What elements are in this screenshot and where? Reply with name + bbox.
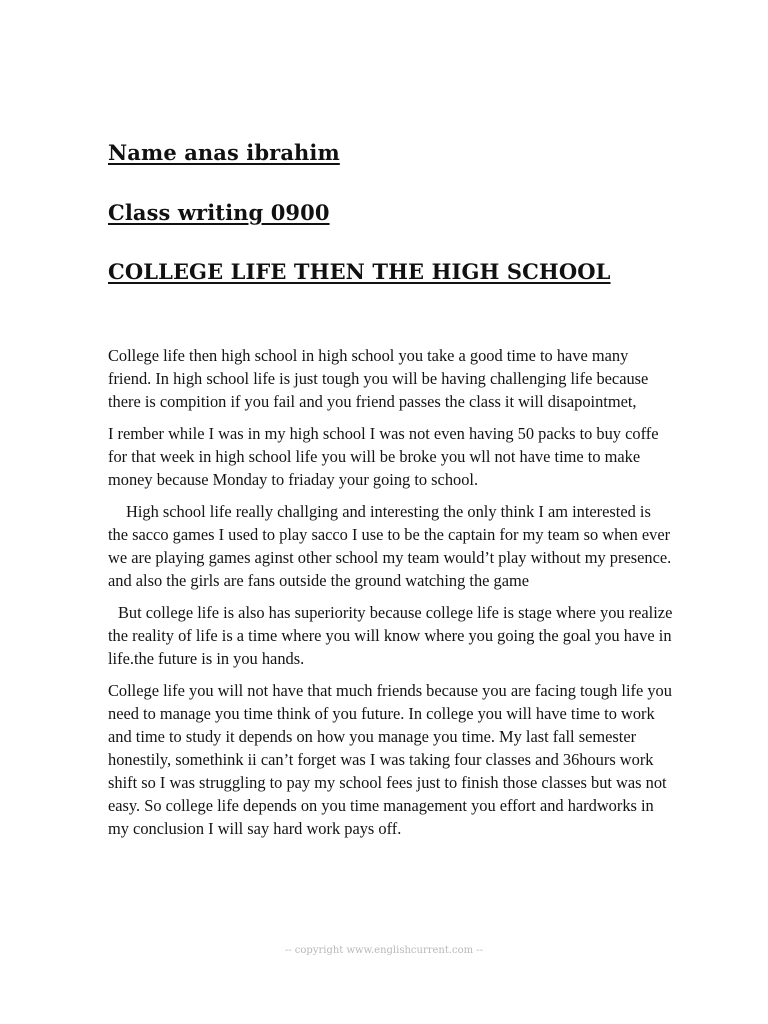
class-heading: Class writing 0900 bbox=[108, 200, 330, 225]
paragraph-1: College life then high school in high school you take a good time to have many friend. In high school life is just tough you will be having challenging life because there is compition if you fail and you friend passes the class it will disapointmet, bbox=[108, 346, 649, 411]
essay-body bbox=[108, 344, 673, 849]
name-heading: Name anas ibrahim bbox=[108, 140, 340, 165]
essay-title: COLLEGE LIFE THEN THE HIGH SCHOOL bbox=[108, 259, 611, 284]
paragraph-2: I rember while I was in my high school I was not even having 50 packs to buy coffe for that week in high school life you will be broke you wll not have time to make money because Monday to friaday your going to school. bbox=[108, 424, 659, 489]
paragraph-5: College life you will not have that much friends because you are facing tough life you need to manage you time think of you future. In college you will have time to work and time to study it depends on how you manage you time. My last fall semester honestily, somethink ii can’t forget was I was taking four classes and 36hours work shift so I was struggling to pay my school fees just to finish those classes but was not easy. So college life depends on you time management you effort and hardworks in my conclusion I will say hard work pays off. bbox=[108, 681, 672, 838]
paragraph-3: High school life really challging and interesting the only think I am interested is the sacco games I used to play sacco I use to be the captain for my team so when ever we are playing games aginst other school my team would’t play without my presence. and also the girls are fans outside the ground watching the game bbox=[108, 502, 672, 590]
copyright-footer: -- copyright www.englishcurrent.com -- bbox=[284, 945, 484, 956]
paragraph-4: But college life is also has superiority because college life is stage where you realize the reality of life is a time where you will know where you going the goal you have in life.the future is in you hands. bbox=[108, 603, 673, 668]
